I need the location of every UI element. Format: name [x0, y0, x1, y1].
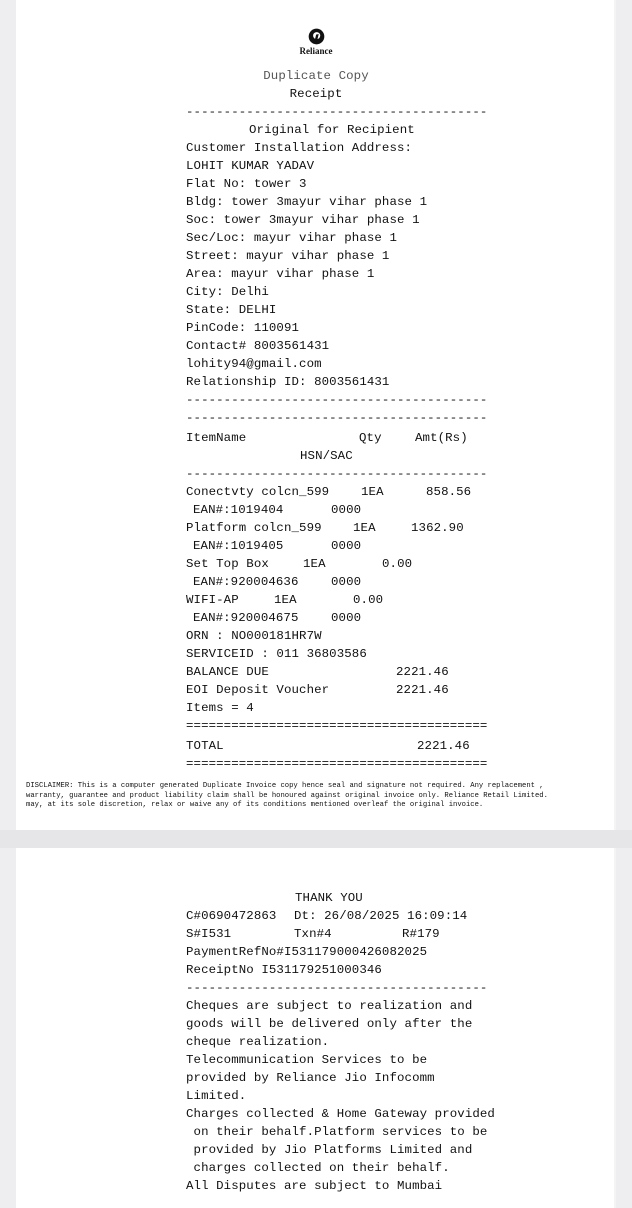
- column-item-name: ItemName: [186, 431, 247, 445]
- divider: ----------------------------------------: [186, 411, 488, 425]
- disclaimer: [26, 782, 616, 811]
- sector: Sec/Loc: mayur vihar phase 1: [186, 231, 397, 245]
- column-hsn: HSN/SAC: [300, 449, 353, 463]
- customer-name: LOHIT KUMAR YADAV: [186, 159, 315, 173]
- page-edge: [614, 848, 616, 1208]
- total-label: TOTAL: [186, 739, 224, 753]
- register-number: R#179: [402, 927, 440, 941]
- divider: ----------------------------------------: [186, 393, 488, 407]
- terms-line: provided by Reliance Jio Infocomm: [186, 1071, 435, 1085]
- terms-line: on their behalf.Platform services to be: [186, 1125, 488, 1139]
- pincode: PinCode: 110091: [186, 321, 300, 335]
- service-id: SERVICEID : 011 36803586: [186, 647, 367, 661]
- voucher-value: 2221.46: [396, 683, 449, 697]
- item-hsn: 0000: [331, 575, 362, 589]
- item-qty: 1EA: [303, 557, 326, 571]
- contact: Contact# 8003561431: [186, 339, 330, 353]
- total-value: 2221.46: [417, 739, 470, 753]
- page-gap: [0, 830, 632, 848]
- terms-line: goods will be delivered only after the: [186, 1017, 473, 1031]
- divider: ----------------------------------------: [186, 105, 488, 119]
- item-ean: EAN#:920004636: [193, 575, 299, 589]
- item-amount: 0.00: [353, 593, 384, 607]
- disclaimer-line: warranty, guarantee and product liability claim shall be honoured against original invoice only. Reliance Retail Limited.: [26, 791, 548, 800]
- brand-logo: [16, 28, 616, 56]
- customer-number: C#0690472863: [186, 909, 277, 923]
- building: Bldg: tower 3mayur vihar phase 1: [186, 195, 428, 209]
- column-qty: Qty: [359, 431, 382, 445]
- voucher-label: EOI Deposit Voucher: [186, 683, 330, 697]
- transaction-date: Dt: 26/08/2025 16:09:14: [294, 909, 468, 923]
- terms-line: Limited.: [186, 1089, 247, 1103]
- address-heading: Customer Installation Address:: [186, 141, 413, 155]
- item-hsn: 0000: [331, 611, 362, 625]
- street: Street: mayur vihar phase 1: [186, 249, 390, 263]
- item-ean: EAN#:920004675: [193, 611, 299, 625]
- item-ean: EAN#:1019405: [193, 539, 284, 553]
- orn: ORN : NO000181HR7W: [186, 629, 322, 643]
- receipt-number: ReceiptNo I531179251000346: [186, 963, 382, 977]
- item-qty: 1EA: [353, 521, 376, 535]
- terms-line: Telecommunication Services to be: [186, 1053, 428, 1067]
- double-divider: ========================================: [186, 757, 488, 771]
- transaction-number: Txn#4: [294, 927, 332, 941]
- brand-name: Reliance: [299, 46, 333, 56]
- item-amount: 1362.90: [411, 521, 464, 535]
- item-name: Conectvty colcn_599: [186, 485, 330, 499]
- item-qty: 1EA: [274, 593, 297, 607]
- relationship-id: Relationship ID: 8003561431: [186, 375, 390, 389]
- item-name: WIFI-AP: [186, 593, 239, 607]
- email: lohity94@gmail.com: [186, 357, 322, 371]
- area: Area: mayur vihar phase 1: [186, 267, 375, 281]
- item-ean: EAN#:1019404: [193, 503, 284, 517]
- balance-due-value: 2221.46: [396, 665, 449, 679]
- receipt-title: Receipt: [289, 87, 343, 101]
- item-hsn: 0000: [331, 503, 362, 517]
- page-edge: [614, 0, 616, 830]
- double-divider: ========================================: [186, 719, 488, 733]
- city: City: Delhi: [186, 285, 269, 299]
- item-amount: 858.56: [426, 485, 472, 499]
- divider: ----------------------------------------: [186, 981, 488, 995]
- disclaimer-line: DISCLAIMER: This is a computer generated Duplicate Invoice copy hence seal and signature not required. Any replacement ,: [26, 782, 544, 790]
- thank-you: THANK YOU: [295, 891, 363, 905]
- payment-ref: PaymentRefNo#I531179000426082025: [186, 945, 428, 959]
- item-hsn: 0000: [331, 539, 362, 553]
- terms-line: Charges collected & Home Gateway provided: [186, 1107, 495, 1121]
- balance-due-label: BALANCE DUE: [186, 665, 269, 679]
- store-number: S#I531: [186, 927, 232, 941]
- terms-line: provided by Jio Platforms Limited and: [186, 1143, 473, 1157]
- society: Soc: tower 3mayur vihar phase 1: [186, 213, 420, 227]
- item-name: Set Top Box: [186, 557, 269, 571]
- copy-label: Duplicate Copy: [263, 69, 369, 83]
- state: State: DELHI: [186, 303, 277, 317]
- receipt-page-2: [16, 848, 616, 1208]
- item-amount: 0.00: [382, 557, 413, 571]
- column-amount: Amt(Rs): [415, 431, 468, 445]
- terms-line: charges collected on their behalf.: [186, 1161, 450, 1175]
- terms-line: cheque realization.: [186, 1035, 330, 1049]
- original-label: Original for Recipient: [249, 123, 415, 137]
- item-qty: 1EA: [361, 485, 384, 499]
- reliance-logo-icon: [308, 28, 325, 45]
- disclaimer-line: may, at its sole discretion, relax or waive any of its conditions mentioned overleaf the original invoice.: [26, 801, 484, 809]
- flat-no: Flat No: tower 3: [186, 177, 307, 191]
- receipt-page-1: [16, 0, 616, 830]
- divider: ----------------------------------------: [186, 467, 488, 481]
- item-name: Platform colcn_599: [186, 521, 322, 535]
- terms-line: Cheques are subject to realization and: [186, 999, 473, 1013]
- items-count: Items = 4: [186, 701, 254, 715]
- terms-line: All Disputes are subject to Mumbai: [186, 1179, 443, 1193]
